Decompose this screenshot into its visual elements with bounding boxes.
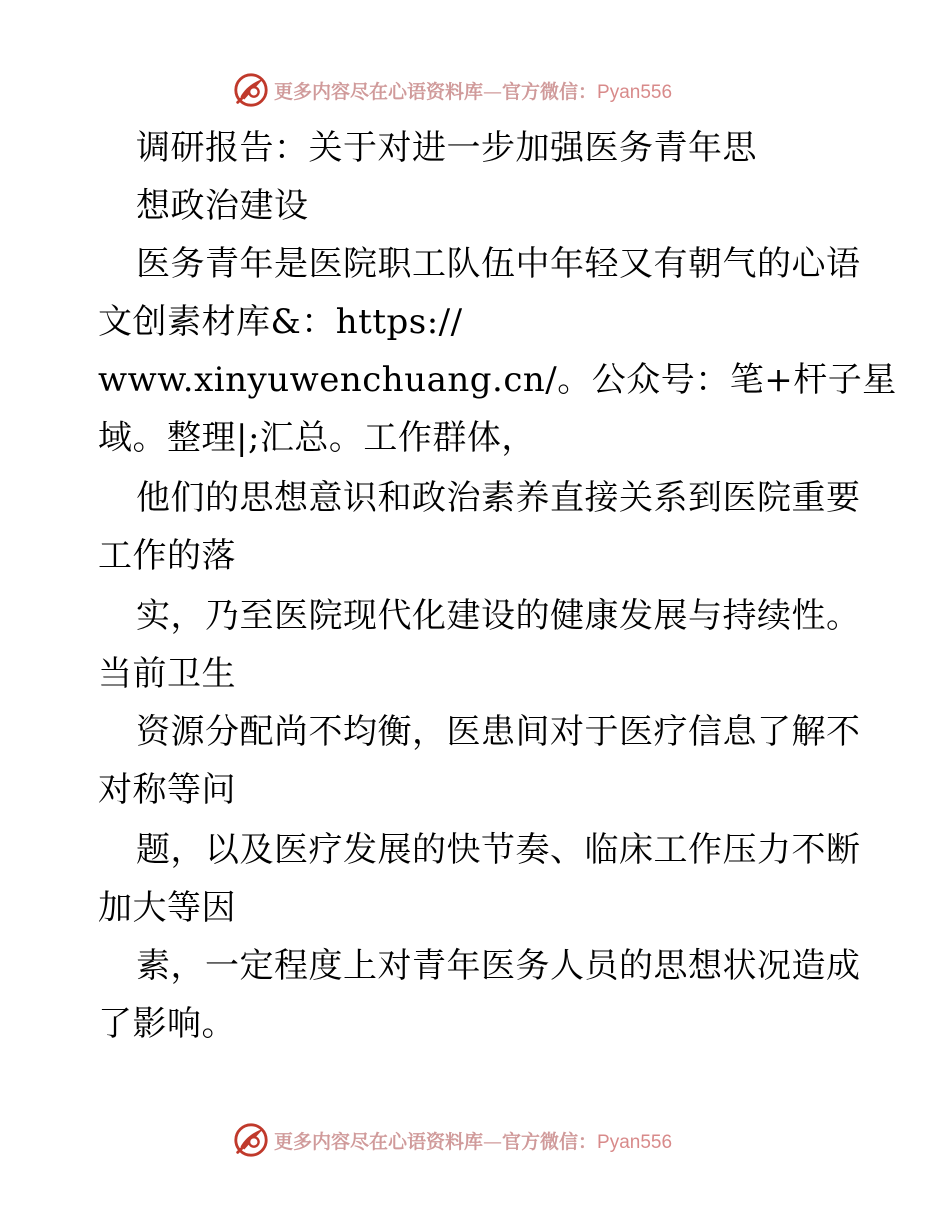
watermark-text [274,1127,672,1154]
watermark-wechat-label: 官方微信： [502,1130,598,1153]
paragraph-line: 题，以及医疗发展的快节奏、临床工作压力不断 [136,830,861,870]
watermark-separator: — [483,80,503,103]
paragraph-line: 当前卫生 [98,654,236,694]
paragraph-line: 域。整理|;汇总。工作群体， [98,418,536,458]
brush-pen-logo-icon [232,1121,270,1159]
document-title-line-1: 调研报告：关于对进一步加强医务青年思 [136,128,757,168]
paragraph-line: 医务青年是医院职工队伍中年轻又有朝气的心语 [136,244,861,284]
watermark-wechat-id: Pyan556 [597,1131,673,1153]
paragraph-line: 加大等因 [98,888,236,928]
watermark-brand: 更多内容尽在心语资料库 [274,1130,484,1153]
watermark-brand: 更多内容尽在心语资料库 [274,80,484,103]
paragraph-line: 素，一定程度上对青年医务人员的思想状况造成 [136,946,861,986]
paragraph-line: 实，乃至医院现代化建设的健康发展与持续性。 [136,596,861,636]
paragraph-line: 工作的落 [98,536,236,576]
paragraph-line: 他们的思想意识和政治素养直接关系到医院重要 [136,478,861,518]
paragraph-line: 对称等问 [98,770,236,810]
paragraph-line: 资源分配尚不均衡，医患间对于医疗信息了解不 [136,712,861,752]
paragraph-line: 了影响。 [98,1004,236,1044]
watermark-wechat-label: 官方微信： [502,80,598,103]
footer-watermark [232,1120,672,1160]
watermark-wechat-id: Pyan556 [597,81,673,103]
document-title-line-2: 想政治建设 [136,186,309,226]
watermark-separator: — [483,1130,503,1153]
paragraph-line: 文创素材库&：https:// [98,302,463,342]
paragraph-line: www.xinyuwenchuang.cn/。公众号：笔+杆子星 [98,360,897,400]
